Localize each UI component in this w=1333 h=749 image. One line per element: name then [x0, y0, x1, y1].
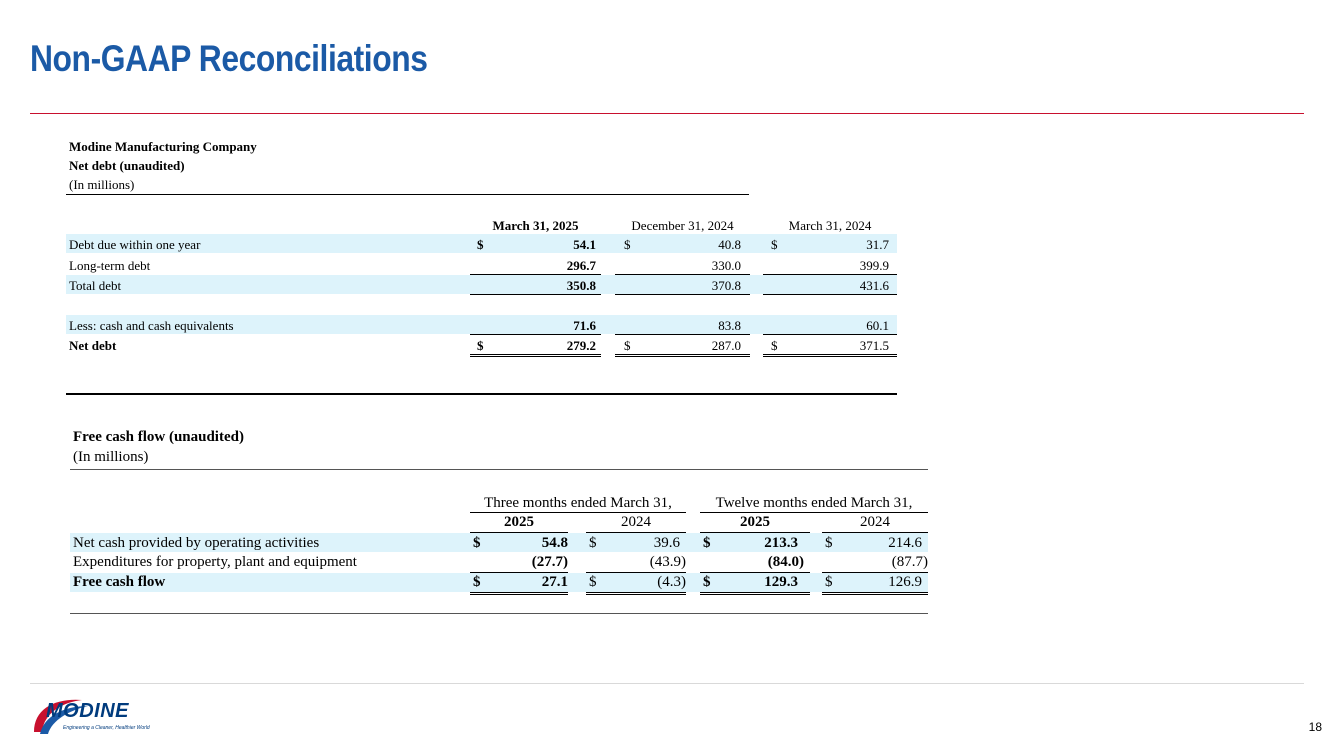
value: 83.8: [718, 318, 741, 333]
fcf-title: Free cash flow (unaudited): [73, 429, 244, 445]
year-header: 2024: [621, 514, 651, 530]
year-header: 2024: [860, 514, 890, 530]
grand-total-rule: [822, 592, 928, 593]
row-label: Free cash flow: [73, 574, 166, 590]
currency: $: [624, 338, 631, 353]
net-debt-title: Net debt (unaudited): [69, 158, 185, 173]
col-header-dec-2024: December 31, 2024: [631, 218, 734, 233]
col-header-mar-2024: March 31, 2024: [788, 218, 872, 233]
currency: $: [589, 574, 597, 590]
row-label: Less: cash and cash equivalents: [69, 318, 234, 333]
currency: $: [473, 574, 481, 590]
fcf-header-rule: [70, 469, 928, 470]
table-bottom-rule: [70, 613, 928, 614]
row-label: Debt due within one year: [69, 237, 201, 252]
year-header: 2025: [740, 514, 770, 530]
currency: $: [703, 574, 711, 590]
currency: $: [771, 237, 778, 252]
grand-total-rule: [470, 354, 601, 355]
footer-divider: [30, 683, 1304, 684]
value: (87.7): [891, 554, 928, 570]
total-rule: [470, 294, 601, 295]
row-label: Long-term debt: [69, 258, 151, 273]
total-rule: [763, 294, 897, 295]
grand-total-rule: [700, 594, 810, 595]
row-label: Net cash provided by operating activities: [73, 535, 320, 551]
currency: $: [477, 338, 484, 353]
year-header: 2025: [504, 514, 534, 530]
value: 296.7: [566, 258, 596, 273]
fcf-units: (In millions): [73, 449, 149, 465]
value: 54.8: [541, 535, 568, 551]
table-bottom-rule: [66, 393, 897, 395]
value: 287.0: [711, 338, 741, 353]
grand-total-rule: [615, 356, 750, 357]
value: 399.9: [859, 258, 889, 273]
value: 60.1: [866, 318, 889, 333]
group-header-three-months: Three months ended March 31,: [484, 495, 672, 511]
currency: $: [825, 574, 833, 590]
value: (27.7): [531, 554, 568, 570]
value: 330.0: [711, 258, 741, 273]
col-header-mar-2025: March 31, 2025: [492, 218, 579, 233]
header-rule: [66, 194, 749, 195]
grand-total-rule: [615, 354, 750, 355]
value: 27.1: [541, 574, 568, 590]
subtotal-rule: [470, 334, 601, 335]
page-number: 18: [1308, 720, 1322, 734]
subtotal-rule: [586, 572, 686, 573]
value: (4.3): [657, 574, 686, 590]
value: 214.6: [888, 535, 922, 551]
value: 39.6: [653, 535, 680, 551]
group-header-rule: [470, 512, 686, 513]
currency: $: [477, 237, 484, 252]
title-divider: [30, 113, 1304, 114]
value: 431.6: [859, 278, 889, 293]
currency: $: [825, 535, 833, 551]
grand-total-rule: [470, 592, 568, 593]
subtotal-rule: [470, 274, 601, 275]
slide-title: Non-GAAP Reconciliations: [30, 38, 428, 79]
grand-total-rule: [700, 592, 810, 593]
row-label: Expenditures for property, plant and equipment: [73, 554, 357, 570]
grand-total-rule: [763, 354, 897, 355]
currency: $: [703, 535, 711, 551]
subtotal-rule: [763, 334, 897, 335]
currency: $: [624, 237, 631, 252]
company-name: Modine Manufacturing Company: [69, 139, 257, 154]
value: 370.8: [711, 278, 741, 293]
value: 350.8: [566, 278, 596, 293]
grand-total-rule: [586, 594, 686, 595]
row-label: Net debt: [69, 338, 117, 353]
subtotal-rule: [763, 274, 897, 275]
subtotal-rule: [822, 572, 928, 573]
value: 213.3: [764, 535, 798, 551]
grand-total-rule: [763, 356, 897, 357]
subtotal-rule: [470, 572, 568, 573]
subtotal-rule: [700, 572, 810, 573]
grand-total-rule: [586, 592, 686, 593]
grand-total-rule: [822, 594, 928, 595]
value: 40.8: [718, 237, 741, 252]
currency: $: [589, 535, 597, 551]
net-debt-units: (In millions): [69, 177, 135, 192]
value: 126.9: [888, 574, 922, 590]
row-label: Total debt: [69, 278, 122, 293]
currency: $: [771, 338, 778, 353]
logo-tagline: Engineering a Cleaner, Healthier World: [63, 725, 150, 731]
value: 129.3: [764, 574, 798, 590]
subtotal-rule: [615, 274, 750, 275]
subtotal-rule: [615, 334, 750, 335]
value: (84.0): [767, 554, 804, 570]
company-logo: [30, 692, 160, 740]
row-band: [66, 275, 897, 294]
grand-total-rule: [470, 594, 568, 595]
value: 371.5: [859, 338, 889, 353]
value: (43.9): [649, 554, 686, 570]
total-rule: [615, 294, 750, 295]
grand-total-rule: [470, 356, 601, 357]
value: 279.2: [566, 338, 596, 353]
currency: $: [473, 535, 481, 551]
value: 31.7: [866, 237, 889, 252]
value: 71.6: [573, 318, 596, 333]
group-header-twelve-months: Twelve months ended March 31,: [715, 495, 913, 511]
logo-wordmark: MODINE: [46, 700, 129, 722]
group-header-rule: [700, 512, 928, 513]
value: 54.1: [573, 237, 596, 252]
